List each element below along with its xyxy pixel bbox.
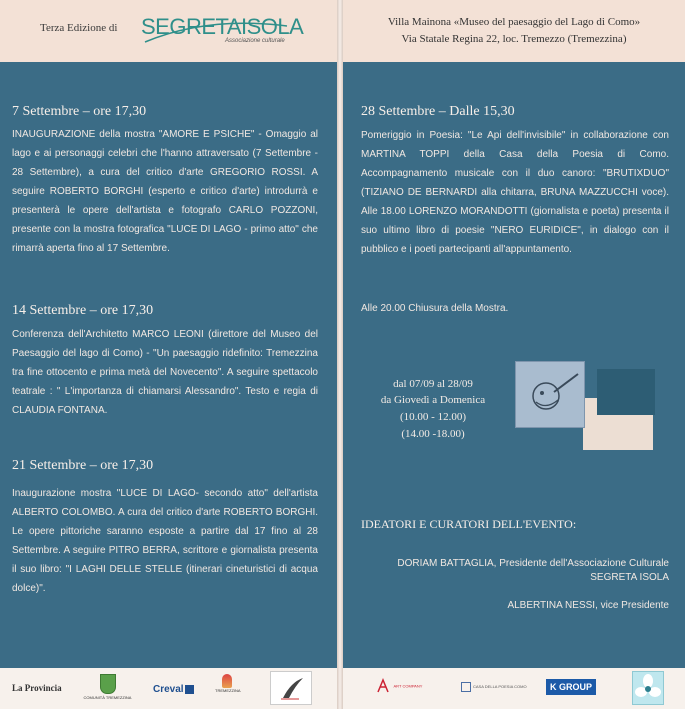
right-panel: [343, 0, 685, 709]
closing-text: Alle 20.00 Chiusura della Mostra.: [361, 303, 509, 314]
credit-association: SEGRETA ISOLA: [590, 572, 669, 583]
organizers-heading: IDEATORI E CURATORI DELL'EVENTO:: [361, 517, 577, 531]
schedule-morning-hours: (10.00 - 12.00): [400, 411, 466, 423]
segreta-isola-logo: [137, 12, 304, 48]
schedule-dates: dal 07/09 al 28/09: [393, 378, 473, 390]
schedule-days: da Giovedì a Domenica: [380, 394, 486, 406]
left-content: [0, 62, 337, 668]
quill-logo: [270, 671, 312, 705]
event-title-21-sept: 21 Settembre – ore 17,30: [12, 458, 154, 473]
venue-name: Villa Mainona «Museo del paesaggio del Lago di Como»: [387, 16, 641, 28]
decorative-teal-square: [597, 369, 655, 415]
left-footer-sponsors: [0, 668, 337, 709]
event-title-28-sept: 28 Settembre – Dalle 15,30: [361, 104, 515, 119]
credit-vice-president: ALBERTINA NESSI, vice Presidente: [507, 600, 669, 611]
tree-icon: [222, 674, 232, 688]
casa-poesia-icon: [461, 682, 471, 692]
schedule-afternoon-hours: (14.00 -18.00): [401, 428, 465, 440]
art-company-text: ART COMPANY: [393, 683, 423, 689]
event-body-28-sept: Pomeriggio in Poesia: "Le Api dell'invisibile" in collaborazione con MARTINA TOPPI della Casa della Poesia di Como. Accompagnamento musicale con il duo canoro: "BRUTIXDUO" (TIZIANO DE BERNARDI alla chitarra, BRUNA MAZZUCCHI voce). Alle 18.00 LORENZO MORANDOTTI (giornalista e poeta) presenta il suo ultimo libro di poesie "NERO EURIDICE", in dialogo con il pubblico e i poeti partecipanti all'appuntamento.: [361, 130, 669, 255]
event-body-7-sept: INAUGURAZIONE della mostra "AMORE E PSICHE" - Omaggio al lago e ai personaggi celebri che l'hanno attraversato (7 Settembre - 28 Settembre), a cura del critico d'arte GREGORIO ROSSI. A seguire ROBERTO BORGHI (esperto e critico d'arte) introdurrà e presenterà le opere dell'artista e fotografo CARLO POZZONI, presente con la mostra fotografica "LUCE DI LAGO - primo atto" che rimarrà aperta fino al 17 Settembre.: [12, 129, 318, 254]
event-title-14-sept: 14 Settembre – ore 17,30: [12, 303, 154, 318]
event-body-21-sept: Inaugurazione mostra "LUCE DI LAGO- secondo atto" dell'artista ALBERTO COLOMBO. A cura del critico d'arte ROBERTO BORGHI. Le opere pittoriche saranno esposte a partire dal 17 fino al 28 Settembre. A seguire PITRO BERRA, scrittore e giornalista presenta il suo libro: "I LAGHI DELLE STELLE (itinerari cineturistici di acqua dolce)".: [12, 488, 318, 594]
event-body-14-sept: Conferenza dell'Architetto MARCO LEONI (direttore del Museo del Paesaggio del lago di Como) - "Un paesaggio ridefinito: Tremezzina tra fine ottocento e prima metà del Novecento". A seguire spettacolo teatrale : " L'importanza di chiamarsi Alessandro". Testo e regia di CLAUDIA FONTANA.: [12, 329, 318, 416]
creval-logo-text: Creval: [153, 684, 184, 695]
creval-logo: [153, 684, 194, 695]
art-company-logo: [375, 678, 422, 694]
right-content: [343, 62, 685, 668]
casa-poesia-logo: [461, 682, 527, 692]
flower-logo: [632, 671, 664, 705]
credit-president: DORIAM BATTAGLIA, Presidente dell'Associazione Culturale: [397, 558, 669, 569]
casa-poesia-text: CASA DELLA POESIA COMO: [473, 684, 527, 690]
tremezzina-logo: [215, 674, 239, 693]
left-header: [0, 0, 337, 62]
right-footer-sponsors: [343, 668, 685, 709]
left-panel: [0, 0, 337, 709]
right-header: [343, 0, 685, 62]
event-title-7-sept: 7 Settembre – ore 17,30: [12, 104, 147, 119]
quill-icon: [271, 672, 311, 704]
artwork-thumbnail: [515, 361, 585, 428]
venue-address: Via Statale Regina 22, loc. Tremezzo (Tremezzina): [401, 33, 627, 45]
k-group-logo: K GROUP: [546, 679, 596, 695]
shield-icon: [100, 674, 116, 694]
edition-label: Terza Edizione di: [40, 22, 118, 34]
flower-icon: [633, 672, 663, 704]
art-figure-icon: [375, 678, 391, 694]
creval-mark-icon: [185, 685, 194, 694]
logo-name: SEGRETAISOLA: [141, 14, 304, 39]
comunita-logo: [80, 674, 135, 700]
comunita-logo-text: COMUNITÀ TREMEZZINA: [83, 695, 132, 700]
tremezzina-logo-text: TREMEZZINA: [215, 688, 241, 693]
la-provincia-logo: La Provincia: [12, 683, 62, 693]
logo-subtitle: Associazione culturale: [225, 38, 285, 44]
brush-sketch-icon: [516, 362, 584, 427]
